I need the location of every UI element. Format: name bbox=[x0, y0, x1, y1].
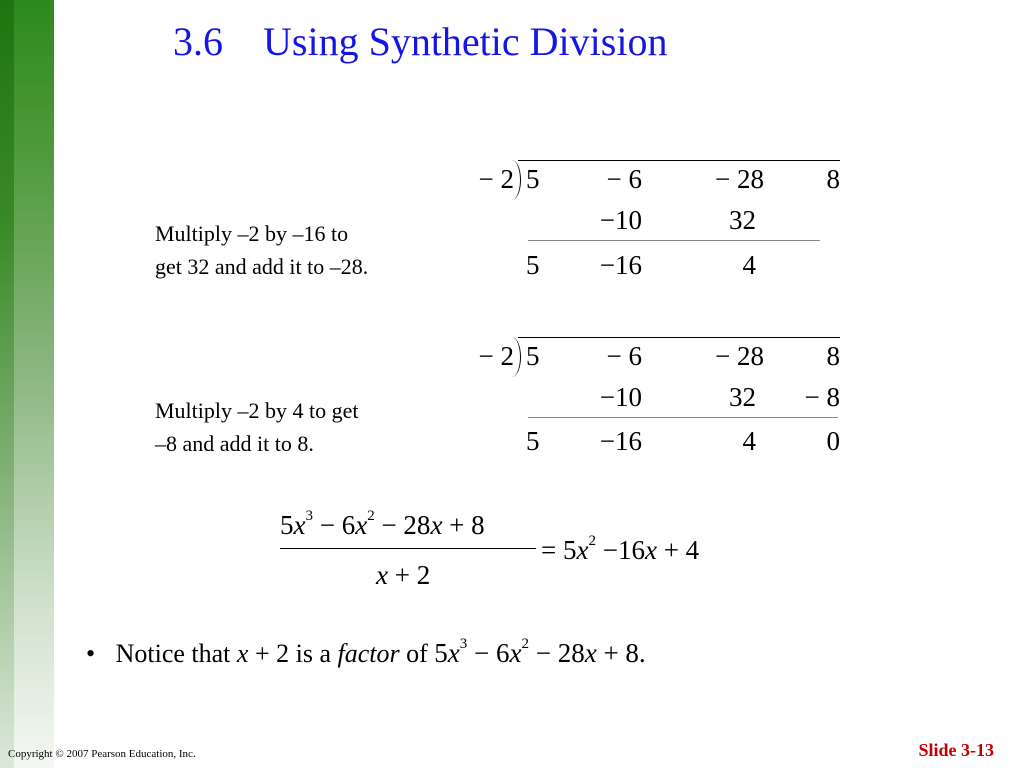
table-2-cell: 4 bbox=[742, 426, 756, 456]
bullet-point bbox=[86, 636, 646, 669]
copyright-notice: Copyright © 2007 Pearson Education, Inc. bbox=[8, 748, 196, 760]
slide-title: 3.6 Using Synthetic Division bbox=[173, 19, 668, 64]
table-2-cell: 32 bbox=[729, 382, 756, 412]
note-2-line-2: –8 and add it to 8. bbox=[155, 431, 314, 456]
table-2-top-line bbox=[518, 337, 840, 338]
explanation-note-1 bbox=[155, 217, 475, 283]
table-1-division-bracket bbox=[506, 160, 521, 200]
table-2-cell: 8 bbox=[826, 341, 840, 371]
equation-numerator: $5x^3 - 6x^2 - 28x + 8$ bbox=[280, 508, 485, 540]
equation-fraction-bar bbox=[280, 548, 536, 549]
table-2-cell: − 8 bbox=[804, 382, 840, 412]
table-1-cell: 4 bbox=[742, 250, 756, 280]
note-1-line-1: Multiply –2 by –16 to bbox=[155, 221, 349, 246]
bullet-text: Notice that x + 2 is a factor of bbox=[115, 639, 435, 668]
table-2-cell: 0 bbox=[826, 426, 840, 456]
table-1-cell: −16 bbox=[599, 250, 642, 280]
table-1-top-line bbox=[518, 160, 840, 161]
equation-denominator: x + 2 bbox=[376, 560, 431, 590]
table-1-sum-line bbox=[528, 240, 820, 241]
side-bar-edge bbox=[0, 0, 14, 768]
table-2-sum-line bbox=[528, 417, 838, 418]
note-2-line-1: Multiply –2 by 4 to get bbox=[155, 398, 359, 423]
table-2-cell: − 6 bbox=[606, 341, 642, 371]
table-2-divisor: − 2 bbox=[478, 341, 514, 371]
table-1-cell: 5 bbox=[526, 250, 540, 280]
table-2-cell: −16 bbox=[599, 426, 642, 456]
table-1-cell: 8 bbox=[826, 164, 840, 194]
explanation-note-2 bbox=[155, 394, 475, 460]
table-2-cell: −10 bbox=[599, 382, 642, 412]
table-2-cell: − 28 bbox=[715, 341, 764, 371]
equation-quotient: = $5x^2 -16x + 4$ bbox=[541, 533, 700, 565]
table-2-cell: 5 bbox=[526, 341, 540, 371]
slide-number: Slide 3-13 bbox=[918, 740, 994, 760]
bullet-polynomial: $5x^3 - 6x^2 - 28x + 8$. bbox=[434, 636, 646, 668]
table-1-cell: 5 bbox=[526, 164, 540, 194]
bullet-symbol: • bbox=[86, 639, 96, 668]
decorative-side-bar bbox=[0, 0, 54, 768]
table-2-division-bracket bbox=[506, 337, 521, 377]
table-1-cell: −10 bbox=[599, 205, 642, 235]
table-2-cell: 5 bbox=[526, 426, 540, 456]
table-1-cell: 32 bbox=[729, 205, 756, 235]
note-1-line-2: get 32 and add it to –28. bbox=[155, 254, 369, 279]
table-1-cell: − 28 bbox=[715, 164, 764, 194]
table-1-cell: − 6 bbox=[606, 164, 642, 194]
table-1-divisor: − 2 bbox=[478, 164, 514, 194]
